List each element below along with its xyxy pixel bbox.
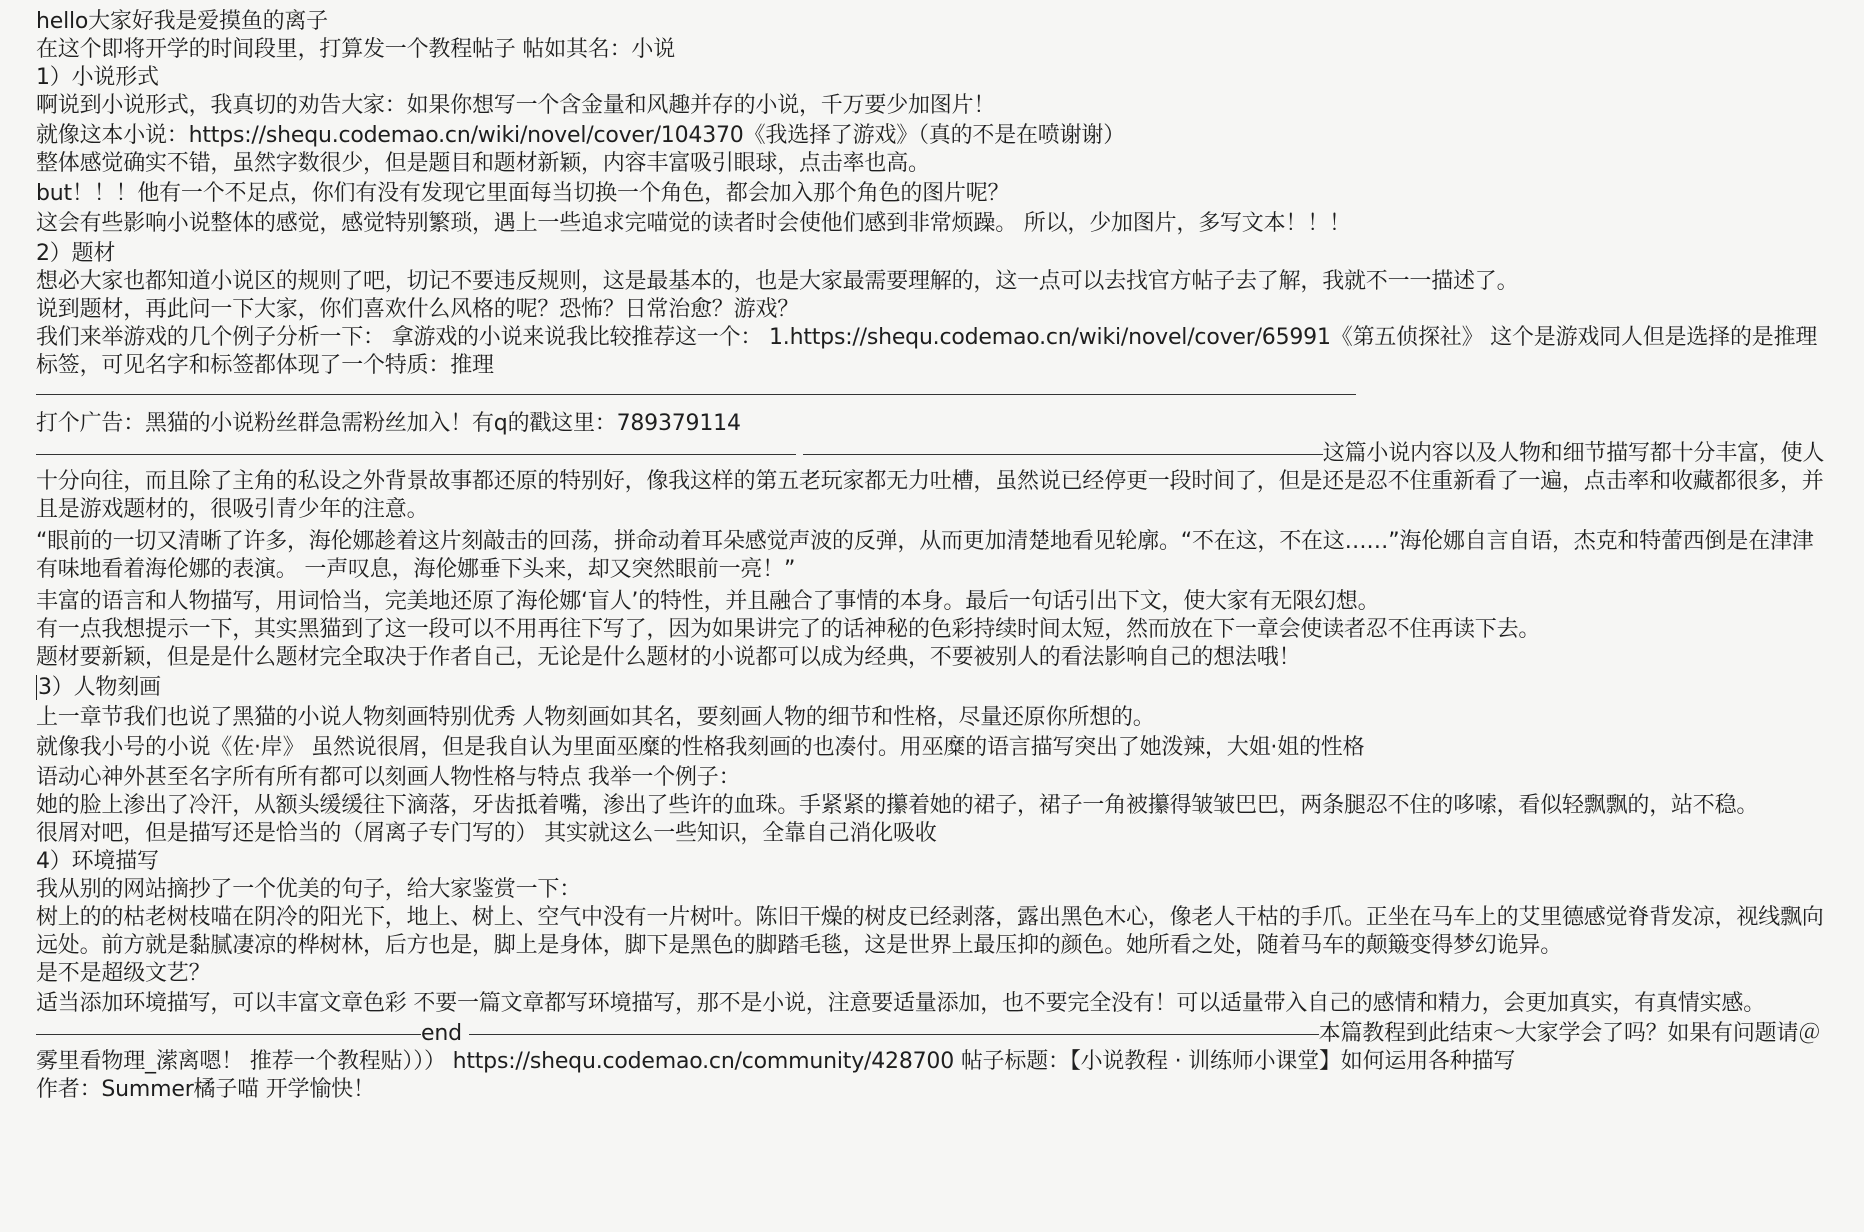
review-text: 这篇小说内容以及人物和细节描写都十分丰富，使人十分向往，而且除了主角的私设之外背景故事都还原的特别好，像我这样的第五老玩家都无力吐槽，虽然说已经停更一段时间了，但是还是忍不住重新看了一遍，点击率和收藏都很多，并且是游戏题材的，很吸引青少年的注意。	[36, 441, 1825, 522]
paragraph-link: 我们来举游戏的几个例子分析一下： 拿游戏的小说来说我比较推荐这一个： 1.https://shequ.codemao.cn/wiki/novel/cover/65991《第五侦探社》 这个是游戏同人但是选择的是推理标签，可见名字和标签都体现了一个特质：推理	[36, 325, 1818, 378]
text-cursor	[36, 675, 37, 700]
end-label: end	[421, 1021, 462, 1046]
paragraph-link: 就像这本小说：https://shequ.codemao.cn/wiki/novel/cover/104370《我选择了游戏》（真的不是在喷谢谢）	[36, 123, 1125, 148]
intro-line: 在这个即将开学的时间段里，打算发一个教程帖子 帖如其名：小说	[36, 37, 675, 62]
section-4-heading: 4）环境描写	[36, 849, 159, 874]
divider-line	[469, 1034, 1319, 1035]
paragraph: 就像我小号的小说《佐·岸》 虽然说很屑，但是我自认为里面巫糜的性格我刻画的也凑付。用巫糜的语言描写突出了她泼辣，大姐·姐的性格	[36, 735, 1365, 760]
document-body	[36, 8, 1826, 1104]
paragraph: 我从别的网站摘抄了一个优美的句子，给大家鉴赏一下：	[36, 877, 582, 902]
paragraph: 适当添加环境描写，可以丰富文章色彩 不要一篇文章都写环境描写，那不是小说，注意要适量添加，也不要完全没有！可以适量带入自己的感情和精力，会更加真实，有真情实感。	[36, 991, 1765, 1016]
paragraph: 啊说到小说形式，我真切的劝告大家：如果你想写一个含金量和风趣并存的小说，千万要少加图片！	[36, 93, 996, 118]
paragraph-after-divider	[36, 440, 1826, 524]
paragraph: 有一点我想提示一下，其实黑猫到了这一段可以不用再往下写了，因为如果讲完了的话神秘的色彩持续时间太短，然而放在下一章会使读者忍不住再读下去。	[36, 617, 1541, 642]
divider-line	[36, 380, 1826, 408]
paragraph: 想必大家也都知道小说区的规则了吧，切记不要违反规则，这是最基本的，也是大家最需要理解的，这一点可以去找官方帖子去了解，我就不一一描述了。	[36, 269, 1519, 294]
section-2-heading: 2）题材	[36, 241, 116, 266]
excerpt-paragraph: 树上的的枯老树枝喵在阴冷的阳光下，地上、树上、空气中没有一片树叶。陈旧干燥的树皮已经剥落，露出黑色木心，像老人干枯的手爪。正坐在马车上的艾里德感觉脊背发凉，视线飘向远处。前方就是黏腻凄凉的桦树林，后方也是，脚上是身体，脚下是黑色的脚踏毛毯，这是世界上最压抑的颜色。她所看之处，随着马车的颠簸变得梦幻诡异。	[36, 905, 1824, 958]
divider-line	[36, 1034, 421, 1035]
paragraph: 是不是超级文艺？	[36, 961, 211, 986]
divider-line	[803, 454, 1323, 455]
section-3-heading[interactable]	[36, 674, 1826, 702]
closing-text: 本篇教程到此结束～大家学会了吗？如果有问题请＠雾里看物理_潆离嗯！ 推荐一个教程贴））） https://shequ.codemao.cn/community/428700 帖子标题：【小说教程 · 训练师小课堂】如何运用各种描写	[36, 1021, 1821, 1074]
greeting-line: hello大家好我是爱摸鱼的离子	[36, 9, 328, 34]
quote-paragraph: “眼前的一切又清晰了许多，海伦娜趁着这片刻敲击的回荡，拼命动着耳朵感觉声波的反弹，从而更加清楚地看见轮廓。“不在这，不在这……”海伦娜自言自语，杰克和特蕾西倒是在津津有味地看着海伦娜的表演。 一声叹息，海伦娜垂下头来，却又突然眼前一亮！”	[36, 529, 1814, 582]
divider-line	[36, 454, 796, 455]
paragraph: 整体感觉确实不错，虽然字数很少，但是题目和题材新颖，内容丰富吸引眼球，点击率也高。	[36, 151, 930, 176]
paragraph: 说到题材，再此问一下大家，你们喜欢什么风格的呢？恐怖？日常治愈？游戏？	[36, 297, 800, 322]
paragraph: 题材要新颖，但是是什么题材完全取决于作者自己，无论是什么题材的小说都可以成为经典，不要被别人的看法影响自己的想法哦！	[36, 645, 1301, 670]
advert-line: 打个广告：黑猫的小说粉丝群急需粉丝加入！有q的戳这里：789379114	[36, 411, 741, 436]
paragraph: 很屑对吧，但是描写还是恰当的（屑离子专门写的） 其实就这么一些知识，全靠自己消化吸收	[36, 821, 937, 846]
paragraph: 上一章节我们也说了黑猫的小说人物刻画特别优秀 人物刻画如其名，要刻画人物的细节和性格，尽量还原你所想的。	[36, 705, 1155, 730]
section-1-heading: 1）小说形式	[36, 65, 159, 90]
paragraph: 这会有些影响小说整体的感觉，感觉特别繁琐，遇上一些追求完喵觉的读者时会使他们感到非常烦躁。 所以，少加图片，多写文本！！！	[36, 211, 1351, 236]
section-3-heading-text: 3）人物刻画	[38, 675, 161, 700]
author-line: 作者：Summer橘子喵 开学愉快！	[36, 1077, 375, 1102]
closing-paragraph	[36, 1020, 1826, 1076]
paragraph: 丰富的语言和人物描写，用词恰当，完美地还原了海伦娜‘盲人’的特性，并且融合了事情的本身。最后一句话引出下文，使大家有无限幻想。	[36, 589, 1380, 614]
paragraph: but！！！他有一个不足点，你们有没有发现它里面每当切换一个角色，都会加入那个角色的图片呢？	[36, 181, 1010, 206]
paragraph: 语动心神外甚至名字所有所有都可以刻画人物性格与特点 我举一个例子：	[36, 765, 741, 790]
example-paragraph: 她的脸上渗出了冷汗，从额头缓缓往下滴落，牙齿抵着嘴，渗出了些许的血珠。手紧紧的攥着她的裙子，裙子一角被攥得皱皱巴巴，两条腿忍不住的哆嗦，看似轻飘飘的，站不稳。	[36, 793, 1759, 818]
